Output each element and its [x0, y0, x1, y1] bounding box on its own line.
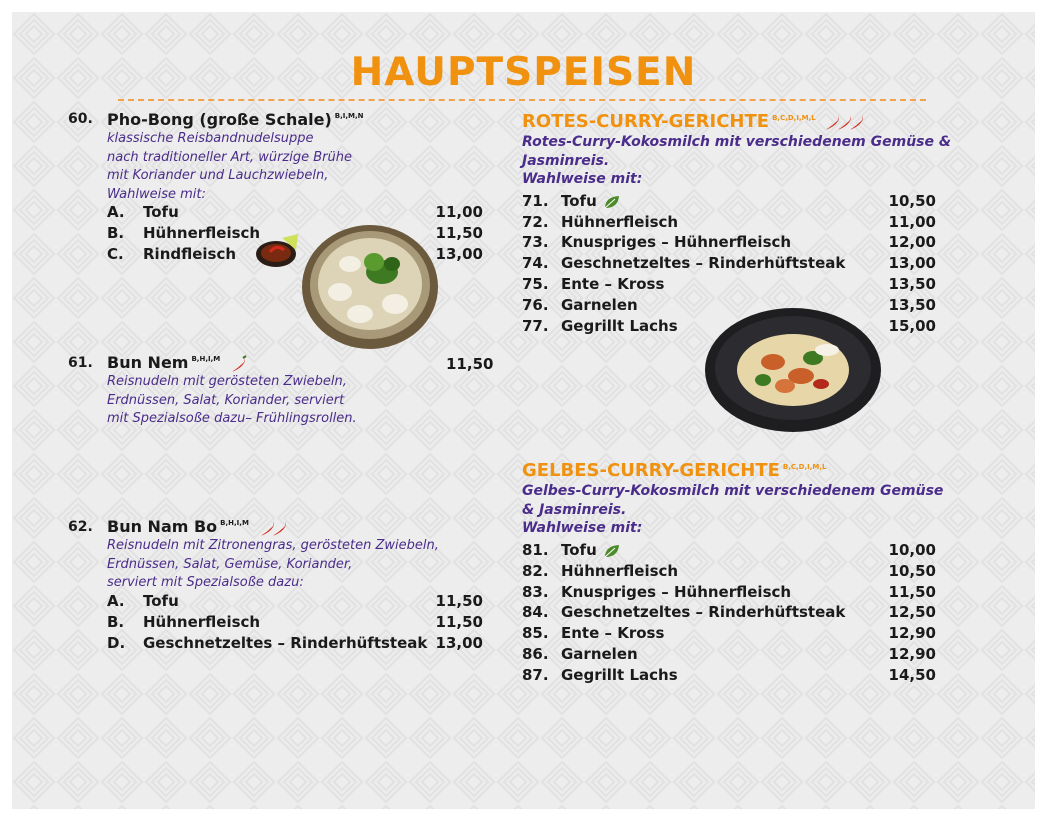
desc-line: Reisnudeln mit Zitronengras, gerösteten Zwiebeln, — [107, 538, 439, 553]
item-price: 12,50 — [888, 603, 936, 621]
item-title-bun-nem — [107, 353, 248, 373]
item-name: Garnelen — [561, 296, 638, 314]
desc-line: mit Spezialsoße dazu– Frühlingsrollen. — [107, 411, 357, 426]
item-name-wrap — [561, 540, 621, 561]
item-number: 86. — [522, 645, 549, 663]
item-name: Pho-Bong (große Schale) — [107, 110, 332, 129]
item-name-wrap — [561, 191, 621, 212]
desc-line: Rotes-Curry-Kokosmilch mit verschiedenem Gemüse & — [522, 134, 952, 150]
item-description — [107, 130, 352, 204]
desc-line: Wahlweise mit: — [107, 186, 206, 202]
option-name: Geschnetzeltes – Rinderhüftsteak — [143, 634, 428, 652]
option-row — [107, 612, 483, 633]
option-name: Rindfleisch — [143, 245, 237, 263]
sauce-dish-image — [252, 228, 304, 274]
item-price: 12,90 — [888, 645, 936, 663]
item-number: 71. — [522, 192, 549, 210]
option-row — [107, 202, 483, 223]
desc-line: Jasminreis. — [522, 152, 610, 169]
item-number: 61. — [68, 355, 93, 371]
chili-icon — [259, 519, 289, 537]
curry-row — [522, 644, 936, 665]
item-number: 77. — [522, 317, 549, 335]
item-price: 11,50 — [446, 355, 494, 373]
desc-line: & Jasminreis. — [522, 501, 627, 518]
option-label: D. — [107, 634, 126, 652]
curry-row — [522, 623, 936, 644]
option-price: 11,50 — [435, 224, 483, 242]
curry-row — [522, 561, 936, 582]
option-name: Tofu — [143, 592, 179, 610]
desc-line: Erdnüssen, Salat, Gemüse, Koriander, — [107, 556, 353, 572]
desc-line: mit Koriander und Lauchzwiebeln, — [107, 168, 329, 183]
item-name: Knuspriges – Hühnerfleisch — [561, 233, 792, 251]
item-number: 85. — [522, 624, 549, 642]
item-name: Gegrillt Lachs — [561, 666, 678, 684]
page-title: HAUPTSPEISEN — [350, 50, 697, 95]
item-number: 72. — [522, 213, 549, 231]
option-row — [107, 591, 483, 612]
item-title-pho-bong — [107, 110, 364, 129]
desc-line: serviert mit Spezialsoße dazu: — [107, 575, 304, 590]
section-description — [522, 482, 943, 538]
section-title-text: ROTES-CURRY-GERICHTE — [522, 111, 770, 132]
item-price: 12,00 — [888, 233, 936, 251]
item-price: 11,00 — [888, 213, 936, 231]
item-number: 81. — [522, 541, 549, 559]
curry-row — [522, 253, 936, 274]
item-name: Hühnerfleisch — [561, 213, 679, 231]
item-number: 76. — [522, 296, 549, 314]
option-price: 11,50 — [435, 592, 483, 610]
pho-bowl-image — [300, 222, 440, 352]
curry-row — [522, 191, 936, 212]
item-price: 12,90 — [888, 624, 936, 642]
allergen-codes: B,C,D,I,M,L — [772, 114, 816, 122]
curry-row — [522, 665, 936, 686]
item-number: 62. — [68, 519, 93, 535]
item-name: Geschnetzeltes – Rinderhüftsteak — [561, 603, 846, 621]
item-number: 83. — [522, 583, 549, 601]
item-number: 84. — [522, 603, 549, 621]
chili-icon — [826, 113, 864, 131]
item-description — [107, 373, 357, 429]
allergen-codes: B,H,I,M — [191, 355, 221, 363]
desc-line: Gelbes-Curry-Kokosmilch mit verschiedenem Gemüse — [522, 483, 944, 499]
curry-bowl-image — [703, 306, 883, 434]
option-name: Tofu — [143, 203, 179, 221]
item-description — [107, 537, 439, 593]
option-name: Hühnerfleisch — [143, 613, 261, 631]
option-label: A. — [107, 203, 125, 221]
item-price: 13,50 — [888, 275, 936, 293]
item-name: Knuspriges – Hühnerfleisch — [561, 583, 792, 601]
curry-row — [522, 274, 936, 295]
item-number: 60. — [68, 111, 93, 127]
curry-row — [522, 582, 936, 603]
item-price: 14,50 — [888, 666, 936, 684]
curry-row — [522, 212, 936, 233]
item-number: 75. — [522, 275, 549, 293]
desc-line: Wahlweise mit: — [522, 520, 643, 536]
option-label: B. — [107, 613, 125, 631]
item-name: Bun Nem — [107, 353, 189, 372]
item-name: Geschnetzeltes – Rinderhüftsteak — [561, 254, 846, 272]
desc-line: Wahlweise mit: — [522, 171, 643, 187]
option-label: C. — [107, 245, 124, 263]
allergen-codes: B,I,M,N — [334, 112, 364, 120]
desc-line: Erdnüssen, Salat, Koriander, serviert — [107, 392, 345, 408]
title-divider — [118, 99, 926, 101]
item-price: 10,50 — [888, 192, 936, 210]
item-title-bun-nam-bo — [107, 517, 289, 537]
item-name: Garnelen — [561, 645, 638, 663]
section-title-red-curry — [522, 111, 864, 132]
chili-icon — [230, 355, 248, 373]
item-number: 74. — [522, 254, 549, 272]
item-price: 13,50 — [888, 296, 936, 314]
item-price: 15,00 — [888, 317, 936, 335]
item-number: 87. — [522, 666, 549, 684]
option-label: B. — [107, 224, 125, 242]
option-row — [107, 633, 483, 654]
item-number: 82. — [522, 562, 549, 580]
item-number: 73. — [522, 233, 549, 251]
curry-row — [522, 602, 936, 623]
desc-line: klassische Reisbandnudelsuppe — [107, 131, 314, 146]
option-price: 11,00 — [435, 203, 483, 221]
section-description — [522, 133, 951, 189]
item-name: Tofu — [561, 541, 597, 559]
item-name: Gegrillt Lachs — [561, 317, 678, 335]
option-name: Hühnerfleisch — [143, 224, 261, 242]
allergen-codes: B,C,D,I,M,L — [782, 463, 827, 471]
item-name: Hühnerfleisch — [561, 562, 679, 580]
leaf-icon — [603, 543, 621, 559]
option-price: 13,00 — [435, 634, 483, 652]
curry-row — [522, 232, 936, 253]
item-price: 10,00 — [888, 541, 936, 559]
item-price: 10,50 — [888, 562, 936, 580]
option-price: 13,00 — [435, 245, 483, 263]
section-title-yellow-curry — [522, 460, 827, 481]
item-name: Bun Nam Bo — [107, 517, 218, 536]
desc-line: Reisnudeln mit gerösteten Zwiebeln, — [107, 374, 347, 389]
item-price: 13,00 — [888, 254, 936, 272]
option-price: 11,50 — [435, 613, 483, 631]
section-title-text: GELBES-CURRY-GERICHTE — [522, 460, 780, 481]
option-label: A. — [107, 592, 125, 610]
item-name: Ente – Kross — [561, 275, 665, 293]
desc-line: nach traditioneller Art, würzige Brühe — [107, 149, 352, 165]
leaf-icon — [603, 194, 621, 210]
item-name: Ente – Kross — [561, 624, 665, 642]
item-name: Tofu — [561, 192, 597, 210]
item-price: 11,50 — [888, 583, 936, 601]
allergen-codes: B,H,I,M — [220, 519, 249, 527]
curry-row — [522, 540, 936, 561]
